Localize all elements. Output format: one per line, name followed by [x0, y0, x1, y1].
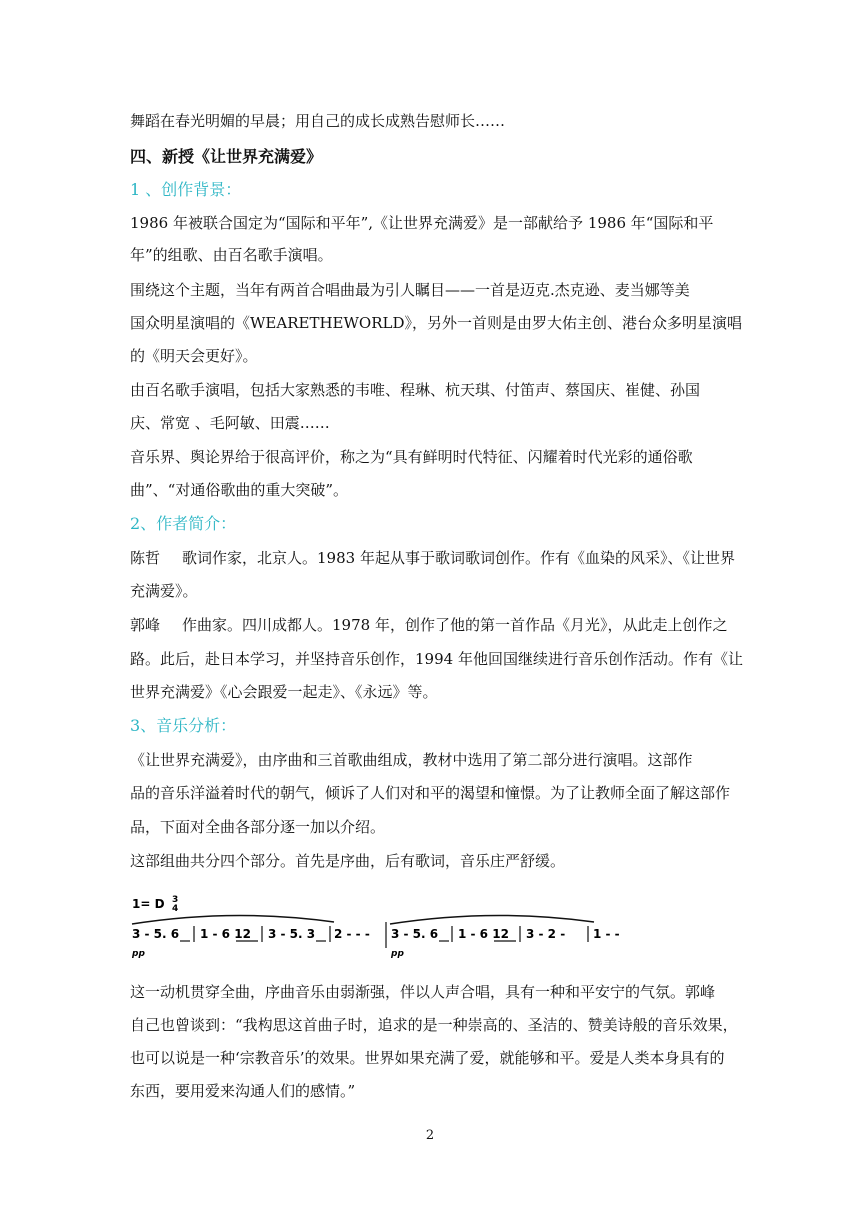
- music-score: [128, 888, 628, 958]
- text-line: 音乐界、舆论界给于很高评价，称之为“具有鲜明时代特征、闪耀着时代光彩的通俗歌: [130, 448, 693, 466]
- phrase-slur: [132, 915, 334, 924]
- text-line: 围绕这个主题，当年有两首合唱曲最为引人瞩目——一首是迈克.杰克逊、麦当娜等美: [130, 281, 690, 299]
- text-line: 这一动机贯穿全曲，序曲音乐由弱渐强，伴以人声合唱，具有一种和平安宁的气氛。郭峰: [130, 983, 716, 1001]
- text-line: 曲”、“对通俗歌曲的重大突破”。: [130, 481, 349, 499]
- score-measure: 3 - 5. 6: [132, 927, 180, 941]
- score-measure: 2 - - -: [334, 927, 370, 941]
- text-line: 年”的组歌、由百名歌手演唱。: [130, 246, 333, 264]
- text-line: 品，下面对全曲各部分逐一加以介绍。: [130, 818, 386, 836]
- text-line: 由百名歌手演唱，包括大家熟悉的韦唯、程琳、杭天琪、付笛声、蔡国庆、崔健、孙国: [130, 381, 701, 399]
- section-heading: 四、新授《让世界充满爱》: [130, 147, 323, 166]
- score-measure: 3 - 5. 3: [268, 927, 316, 941]
- score-measure: 1 - 6 12: [458, 927, 509, 941]
- text-line: 品的音乐洋溢着时代的朝气，倾诉了人们对和平的渴望和憧憬。为了让教师全面了解这部作: [130, 784, 731, 802]
- author-name: 郭峰: [130, 616, 161, 634]
- text-line: 东西，要用爱来沟通人们的感情。”: [130, 1082, 356, 1100]
- text-line: 舞蹈在春光明媚的早晨；用自己的成长成熟告慰师长……: [130, 112, 506, 130]
- score-key: 1= D: [132, 897, 165, 911]
- text-line: 1986 年被联合国定为“国际和平年”,《让世界充满爱》是一部献给予 1986 年“国际和平: [130, 214, 714, 232]
- score-meter-bottom: 4: [172, 904, 179, 914]
- text-line: 这部组曲共分四个部分。首先是序曲，后有歌词，音乐庄严舒缓。: [130, 852, 566, 870]
- text-line: 的《明天会更好》。: [130, 347, 258, 365]
- subsection-heading: 3、音乐分析：: [130, 716, 237, 735]
- score-measure: 1 - 6 12: [200, 927, 251, 941]
- text-line: [130, 548, 735, 568]
- text-line: 世界充满爱》《心会跟爱一起走》、《永远》等。: [130, 683, 438, 701]
- score-dynamic: pp: [132, 949, 145, 958]
- subsection-heading: 2、作者简介：: [130, 514, 237, 533]
- author-bio: 作曲家。四川成都人。1978 年，创作了他的第一首作品《月光》，从此走上创作之: [182, 616, 728, 634]
- text-line: 路。此后，赴日本学习，并坚持音乐创作，1994 年他回国继续进行音乐创作活动。作有《让: [130, 650, 743, 668]
- score-measure: 3 - 2 -: [526, 927, 566, 941]
- text-line: 《让世界充满爱》，由序曲和三首歌曲组成，教材中选用了第二部分进行演唱。这部作: [130, 751, 693, 769]
- score-dynamic: pp: [391, 949, 404, 958]
- author-name: 陈哲: [130, 549, 161, 567]
- text-line: 也可以说是一种‘宗教音乐’的效果。世界如果充满了爱，就能够和平。爱是人类本身具有的: [130, 1049, 725, 1067]
- text-line: 庆、常宽 、毛阿敏、田震……: [130, 414, 330, 432]
- score-meter-top: 3: [172, 895, 179, 905]
- phrase-slur: [390, 915, 594, 924]
- author-bio: 歌词作家，北京人。1983 年起从事于歌词歌词创作。作有《血染的风采》、《让世界: [182, 549, 735, 567]
- text-line: [130, 615, 727, 635]
- text-line: 国众明星演唱的《WEARETHEWORLD》，另外一首则是由罗大佑主创、港台众多明星演唱: [130, 314, 742, 332]
- page-number: 2: [425, 1128, 435, 1143]
- subsection-heading: 1 、创作背景：: [130, 180, 242, 199]
- score-measure: 1 - -: [593, 927, 620, 941]
- text-line: 充满爱》。: [130, 582, 198, 600]
- text-line: 自己也曾谈到：“我构思这首曲子时，追求的是一种崇高的、圣洁的、赞美诗般的音乐效果，: [130, 1016, 738, 1034]
- score-measure: 3 - 5. 6: [391, 927, 439, 941]
